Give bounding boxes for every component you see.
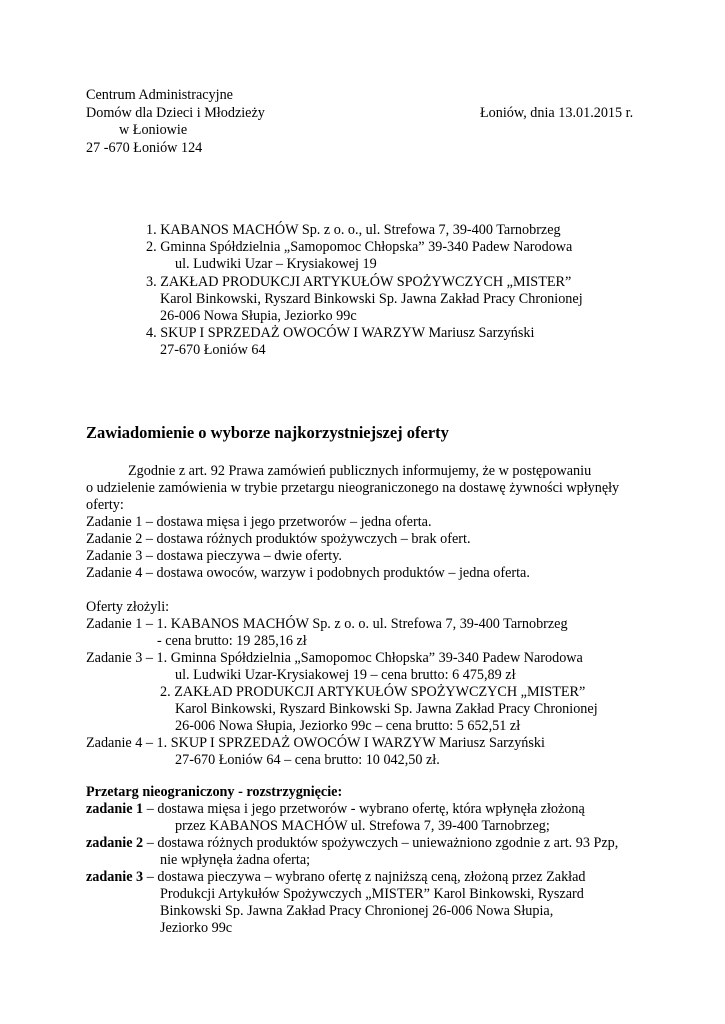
recipient-line: 2. Gminna Spółdzielnia „Samopomoc Chłopska” 39-340 Padew Narodowa <box>146 239 573 255</box>
place-date: Łoniów, dnia 13.01.2015 r. <box>480 105 634 121</box>
recipient-line: ul. Ludwiki Uzar – Krysiakowej 19 <box>175 256 377 272</box>
recipient-line: Karol Binkowski, Ryszard Binkowski Sp. Jawna Zakład Pracy Chronionej <box>160 291 583 307</box>
task-label: zadanie 3 <box>86 869 144 885</box>
offer-line: ul. Ludwiki Uzar-Krysiakowej 19 – cena brutto: 6 475,89 zł <box>175 667 516 683</box>
paragraph-line: oferty: <box>86 497 124 513</box>
offer-line: Karol Binkowski, Ryszard Binkowski Sp. Jawna Zakład Pracy Chronionej <box>175 701 598 717</box>
task-summary-line: Zadanie 1 – dostawa mięsa i jego przetworów – jedna oferta. <box>86 514 432 530</box>
recipient-line: 27-670 Łoniów 64 <box>160 342 266 358</box>
task-label: zadanie 1 <box>86 801 144 817</box>
paragraph-line: Zgodnie z art. 92 Prawa zamówień publicznych informujemy, że w postępowaniu <box>128 463 592 479</box>
recipient-line: 26-006 Nowa Słupia, Jeziorko 99c <box>160 308 357 324</box>
offer-line: Zadanie 3 – 1. Gminna Spółdzielnia „Samopomoc Chłopska” 39-340 Padew Narodowa <box>86 650 583 666</box>
resolution-line: Produkcji Artykułów Spożywczych „MISTER” Karol Binkowski, Ryszard <box>160 886 584 902</box>
task-summary-line: Zadanie 4 – dostawa owoców, warzyw i podobnych produktów – jedna oferta. <box>86 565 530 581</box>
recipient-line: 1. KABANOS MACHÓW Sp. z o. o., ul. Strefowa 7, 39-400 Tarnobrzeg <box>146 222 561 238</box>
offers-heading: Oferty złożyli: <box>86 599 170 615</box>
resolution-line <box>86 834 618 852</box>
task-summary-line: Zadanie 2 – dostawa różnych produktów spożywczych – brak ofert. <box>86 531 471 547</box>
offer-line: 26-006 Nowa Słupia, Jeziorko 99c – cena brutto: 5 652,51 zł <box>175 718 521 734</box>
resolution-line: Jeziorko 99c <box>160 920 233 936</box>
sender-line: Centrum Administracyjne <box>86 87 233 103</box>
resolution-text: – dostawa różnych produktów spożywczych – unieważniono zgodnie z art. 93 Pzp, <box>143 835 619 851</box>
offer-line: - cena brutto: 19 285,16 zł <box>157 633 307 649</box>
sender-line: Domów dla Dzieci i Młodzieży <box>86 105 265 121</box>
offer-line: 27-670 Łoniów 64 – cena brutto: 10 042,50 zł. <box>175 752 440 768</box>
resolution-line: przez KABANOS MACHÓW ul. Strefowa 7, 39-400 Tarnobrzeg; <box>175 818 550 834</box>
resolution-line <box>86 800 585 818</box>
sender-line: w Łoniowie <box>119 122 188 138</box>
resolution-line: nie wpłynęła żadna oferta; <box>160 852 311 868</box>
document-title: Zawiadomienie o wyborze najkorzystniejszej oferty <box>86 423 449 442</box>
resolution-text: – dostawa pieczywa – wybrano ofertę z najniższą ceną, złożoną przez Zakład <box>143 869 586 885</box>
recipient-line: 4. SKUP I SPRZEDAŻ OWOCÓW I WARZYW Mariusz Sarzyński <box>146 325 535 341</box>
sender-line: 27 -670 Łoniów 124 <box>86 140 203 156</box>
recipient-line: 3. ZAKŁAD PRODUKCJI ARTYKUŁÓW SPOŻYWCZYCH „MISTER” <box>146 274 572 290</box>
resolution-line: Binkowski Sp. Jawna Zakład Pracy Chronionej 26-006 Nowa Słupia, <box>160 903 554 919</box>
resolution-heading: Przetarg nieograniczony - rozstrzygnięcie: <box>86 784 343 800</box>
task-label: zadanie 2 <box>86 835 144 851</box>
offer-line: Zadanie 1 – 1. KABANOS MACHÓW Sp. z o. o. ul. Strefowa 7, 39-400 Tarnobrzeg <box>86 616 568 632</box>
resolution-text: – dostawa mięsa i jego przetworów - wybrano ofertę, która wpłynęła złożoną <box>143 801 585 817</box>
offer-line: Zadanie 4 – 1. SKUP I SPRZEDAŻ OWOCÓW I WARZYW Mariusz Sarzyński <box>86 735 545 751</box>
paragraph-line: o udzielenie zamówienia w trybie przetargu nieograniczonego na dostawę żywności wpłynęły <box>86 480 620 496</box>
offer-line: 2. ZAKŁAD PRODUKCJI ARTYKUŁÓW SPOŻYWCZYCH „MISTER” <box>160 684 586 700</box>
task-summary-line: Zadanie 3 – dostawa pieczywa – dwie oferty. <box>86 548 342 564</box>
resolution-line <box>86 868 586 886</box>
